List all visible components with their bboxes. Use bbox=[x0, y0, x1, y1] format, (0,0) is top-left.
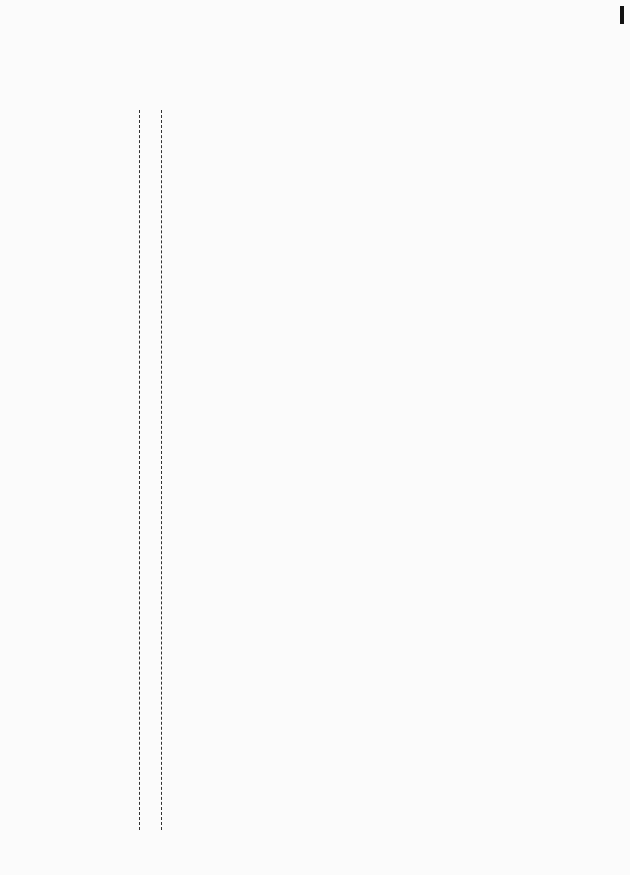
corner-mark bbox=[620, 6, 624, 24]
header-rule-bottom bbox=[161, 110, 162, 830]
header-rule-top bbox=[139, 110, 140, 830]
rotated-table bbox=[95, 40, 615, 840]
binder-holes bbox=[18, 70, 28, 870]
